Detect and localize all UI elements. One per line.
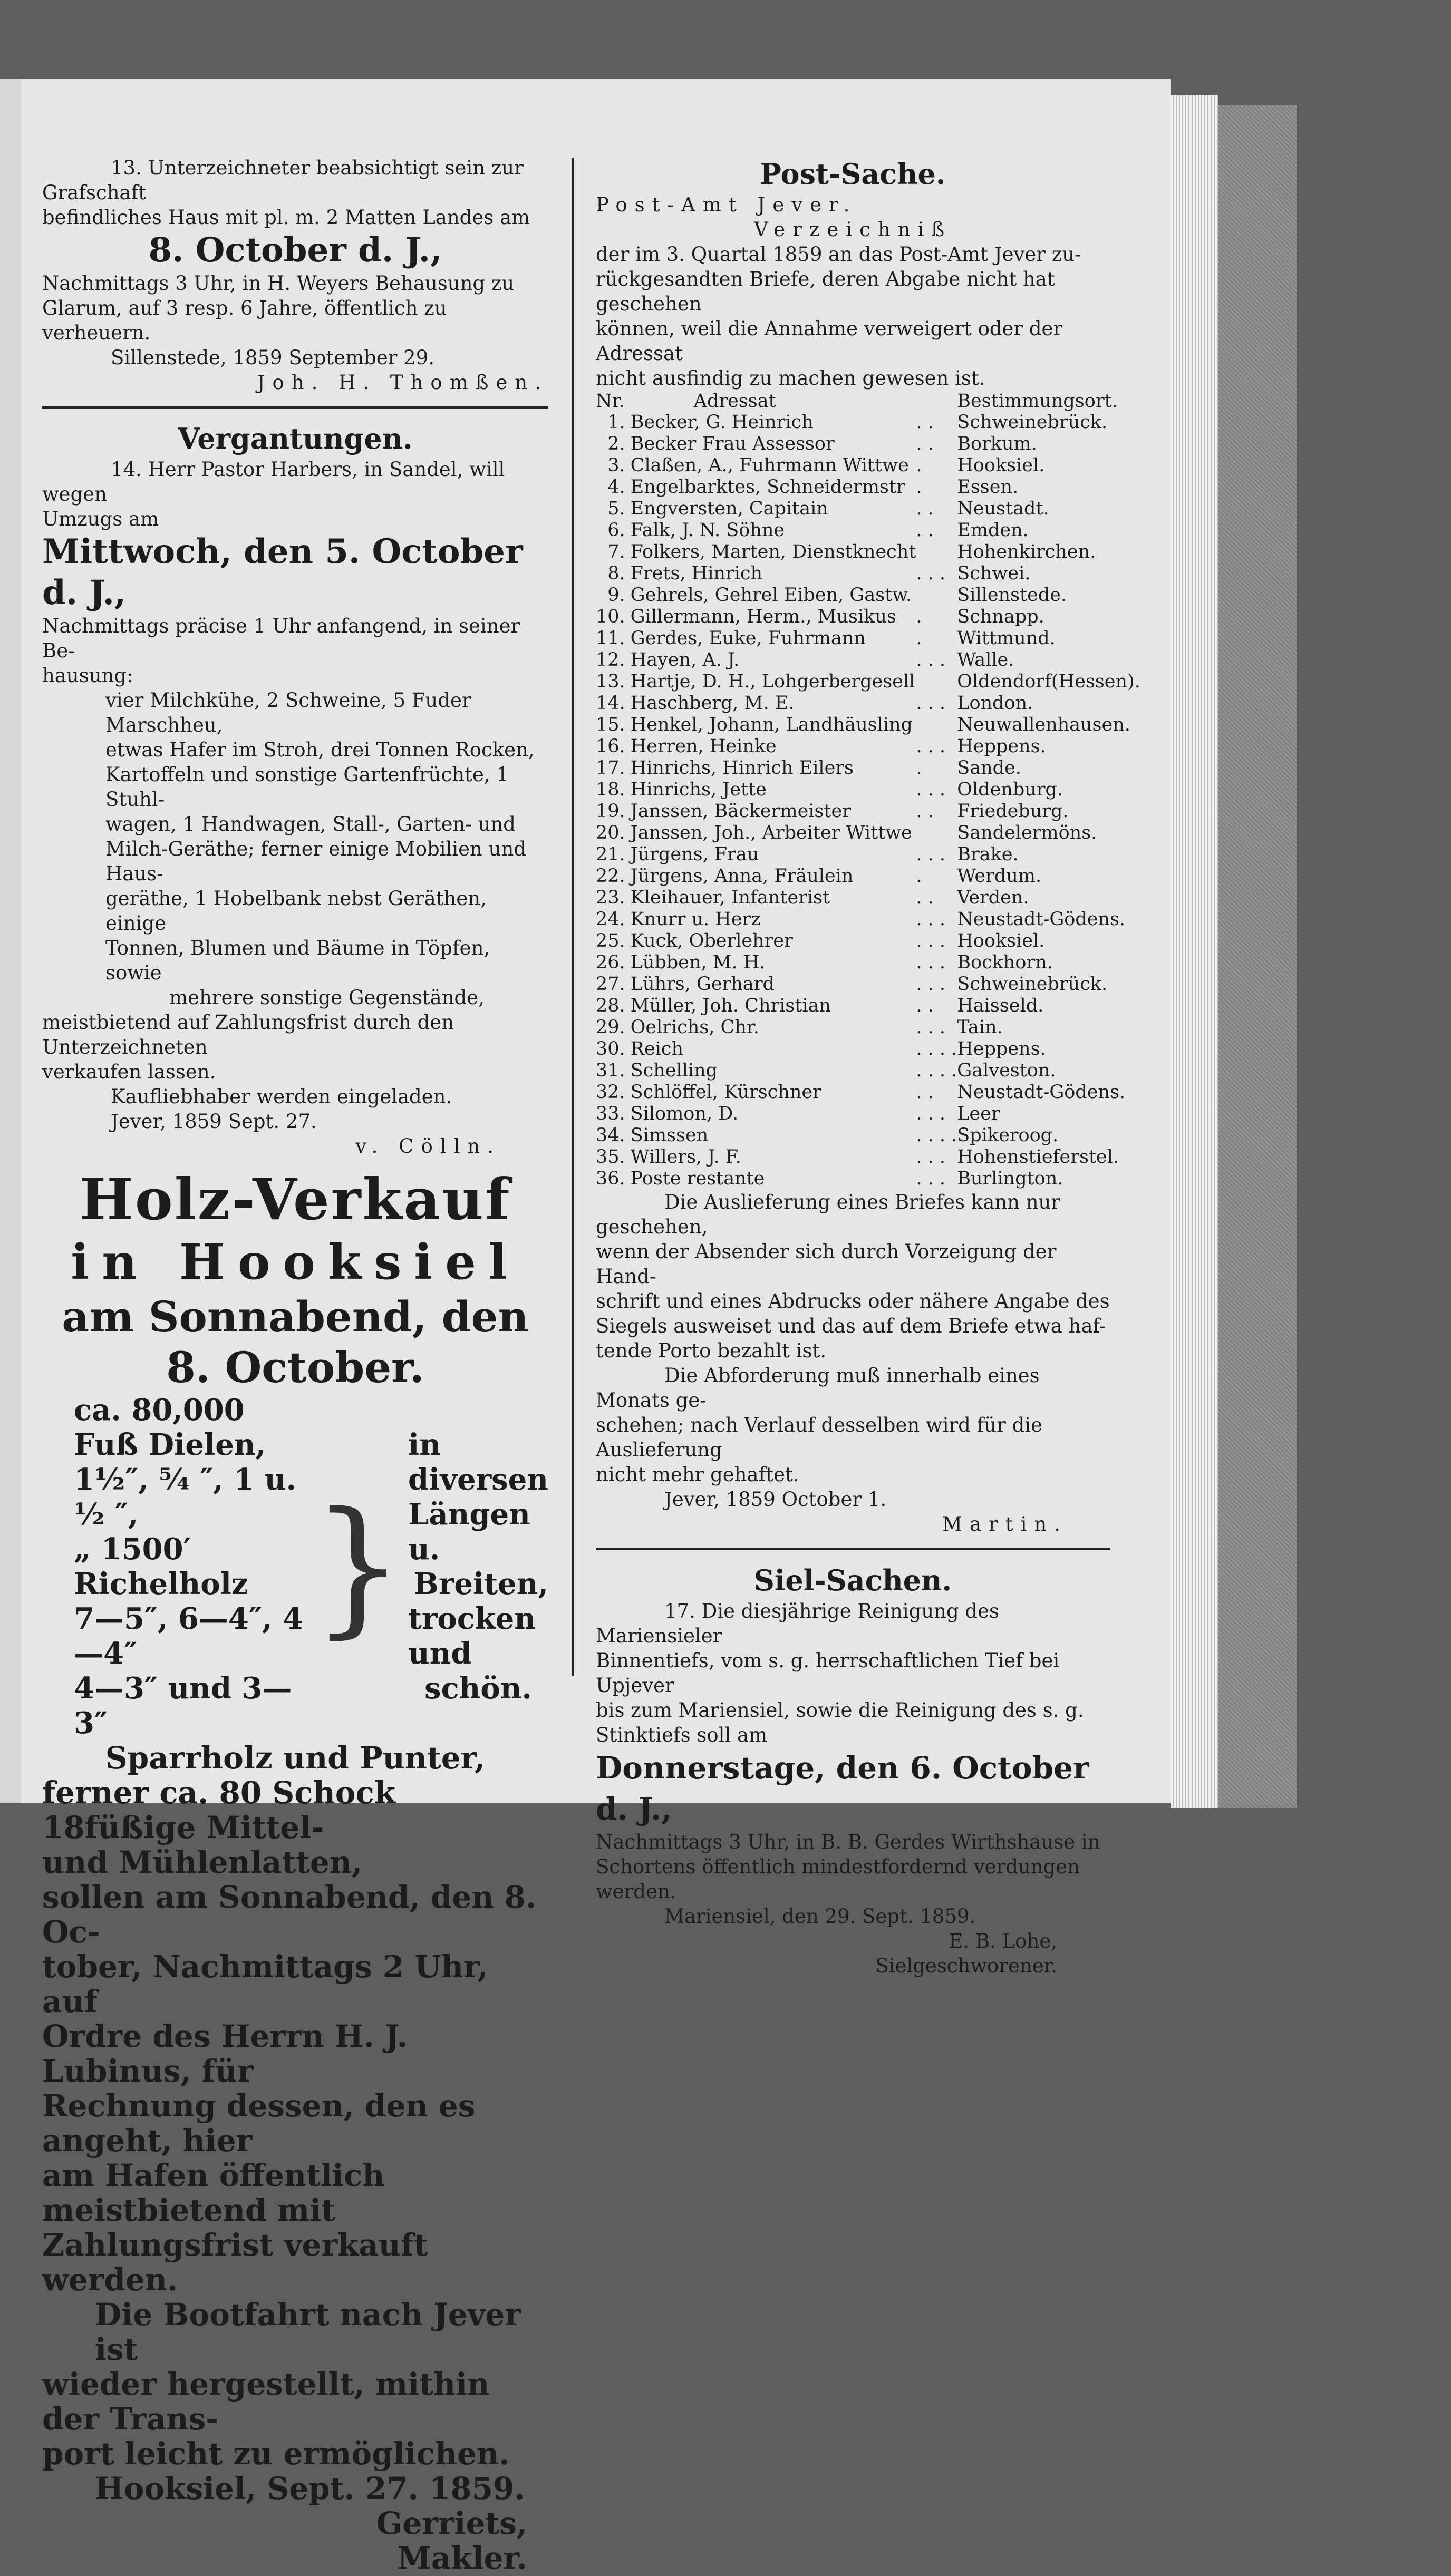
text-line: Siegels ausweiset und das auf dem Briefe etwa haf- — [596, 1315, 1106, 1337]
text-line: meistbietend auf Zahlungsfrist durch den Unterzeichneten — [42, 1011, 454, 1058]
signature: Joh. H. Thomßen. — [257, 371, 548, 394]
table-row — [596, 887, 1140, 909]
text-line: hausung: — [42, 664, 133, 687]
row-dots: . . — [916, 433, 934, 454]
row-number: 19. — [596, 801, 625, 822]
row-number: 12. — [596, 649, 625, 670]
table-row — [596, 974, 1140, 995]
row-dots: . . — [916, 1082, 934, 1103]
table-row — [596, 477, 1140, 498]
section-rule — [42, 406, 548, 409]
notice-date: 8. October d. J., — [148, 230, 442, 270]
row-destination: Spikeroog. — [957, 1125, 1059, 1146]
item-line: mehrere sonstige Gegenstände, — [169, 986, 485, 1009]
ad-line: Sparrholz und Punter, — [105, 1740, 486, 1776]
row-dots: . . . — [916, 1168, 946, 1189]
lumber-line: Breiten, — [413, 1567, 548, 1601]
signature: Makler. — [397, 2540, 527, 2576]
text-line: Nachmittags präcise 1 Uhr anfangend, in seiner Be- — [42, 615, 520, 662]
table-row — [596, 779, 1140, 801]
text-line: schrift und eines Abdrucks oder nähere Angabe des — [596, 1290, 1110, 1313]
book-cover — [1218, 105, 1297, 1808]
row-number: 13. — [596, 671, 625, 692]
table-row — [596, 498, 1140, 520]
row-addressee: Hayen, A. J. — [630, 649, 740, 670]
row-addressee: Janssen, Bäckermeister — [630, 801, 851, 822]
row-dots: . . — [916, 498, 934, 519]
row-number: 35. — [596, 1146, 625, 1168]
table-row — [596, 1060, 1140, 1082]
row-addressee: Becker Frau Assessor — [630, 433, 835, 454]
row-dots: . — [916, 455, 922, 476]
table-row — [596, 1038, 1140, 1060]
row-dots: . . . . — [916, 1125, 957, 1146]
signature: Gerriets, — [376, 2505, 527, 2541]
text-line: nicht mehr gehaftet. — [596, 1463, 799, 1486]
row-dots: . — [916, 866, 922, 887]
section-heading: Vergantungen. — [178, 422, 413, 455]
row-number: 25. — [596, 930, 625, 951]
text-line: bis zum Mariensiel, sowie die Reinigung des s. g. — [596, 1699, 1084, 1722]
row-addressee: Engversten, Capitain — [630, 498, 828, 519]
item-line: vier Milchkühe, 2 Schweine, 5 Fuder Marschheu, — [105, 689, 471, 736]
row-destination: Neustadt-Gödens. — [957, 909, 1126, 930]
row-dots: . . . — [916, 1017, 946, 1038]
text-line: befindliches Haus mit pl. m. 2 Matten Landes am — [42, 206, 530, 229]
row-destination: Sande. — [957, 757, 1021, 779]
row-addressee: Müller, Joh. Christian — [630, 995, 831, 1016]
row-addressee: Jürgens, Anna, Fräulein — [630, 866, 854, 887]
left-page-edge — [0, 79, 22, 1803]
row-destination: Werdum. — [957, 866, 1042, 887]
text-line: Nachmittags 3 Uhr, in B. B. Gerdes Wirthshause in — [596, 1831, 1100, 1853]
row-addressee: Knurr u. Herz — [630, 909, 761, 930]
row-dots: . . . — [916, 909, 946, 930]
text-line: nicht ausfindig zu machen gewesen ist. — [596, 367, 985, 390]
notice-13 — [42, 155, 548, 395]
table-row — [596, 757, 1140, 779]
row-addressee: Janssen, Joh., Arbeiter Wittwe — [630, 822, 912, 843]
ad-line: sollen am Sonnabend, den 8. Oc- — [42, 1879, 537, 1950]
row-addressee: Frets, Hinrich — [630, 563, 763, 584]
table-row — [596, 628, 1140, 649]
ad-line: Rechnung dessen, den es angeht, hier — [42, 2088, 476, 2159]
text-line: 13. Unterzeichneter beabsichtigt sein zur Grafschaft — [42, 157, 524, 204]
row-addressee: Falk, J. N. Söhne — [630, 520, 785, 541]
lumber-line: 4—3″ und 3—3″ — [74, 1671, 292, 1741]
text-line: der im 3. Quartal 1859 an das Post-Amt Jever zu- — [596, 243, 1081, 266]
row-dots: . — [916, 757, 922, 779]
row-destination: Neustadt. — [957, 498, 1049, 519]
ad-line: am Hafen öffentlich meistbietend mit — [42, 2157, 385, 2228]
row-destination: Leer — [957, 1103, 1000, 1124]
row-destination: Friedeburg. — [957, 801, 1069, 822]
signature: v. Cölln. — [355, 1135, 501, 1158]
row-destination: Bockhorn. — [957, 952, 1053, 973]
item-line: wagen, 1 Handwagen, Stall-, Garten- und — [105, 813, 516, 835]
row-number: 30. — [596, 1038, 625, 1059]
table-row — [596, 606, 1140, 628]
table-row — [596, 952, 1140, 974]
row-destination: Walle. — [957, 649, 1014, 670]
row-number: 24. — [596, 909, 625, 930]
row-number: 23. — [596, 887, 625, 908]
row-dots: . . . — [916, 974, 946, 995]
row-dots: . — [916, 477, 922, 498]
row-dots — [916, 822, 957, 844]
row-addressee: Gehrels, Gehrel Eiben, Gastw. — [630, 585, 912, 606]
row-addressee: Willers, J. F. — [630, 1146, 741, 1168]
table-row — [596, 1017, 1140, 1038]
table-row — [596, 801, 1140, 822]
row-destination: Wittmund. — [957, 628, 1056, 649]
row-addressee: Henkel, Johann, Landhäusling — [630, 714, 913, 735]
ad-line: ferner ca. 80 Schock 18füßige Mittel- — [42, 1775, 395, 1845]
ad-line: wieder hergestellt, mithin der Trans- — [42, 2366, 490, 2437]
table-row — [596, 671, 1140, 693]
row-addressee: Hinrichs, Jette — [630, 779, 767, 800]
row-number: 9. — [607, 585, 625, 606]
left-column — [42, 79, 548, 2575]
row-addressee: Hinrichs, Hinrich Eilers — [630, 757, 854, 779]
item-line: Tonnen, Blumen und Bäume in Töpfen, sowie — [105, 937, 490, 984]
text-line: Nachmittags 3 Uhr, in H. Weyers Behausung zu — [42, 272, 515, 295]
item-line: etwas Hafer im Stroh, drei Tonnen Rocken, — [105, 738, 535, 761]
col-destination-header: Bestimmungsort. — [957, 391, 1118, 412]
signature-title: Sielgeschworener. — [875, 1955, 1057, 1977]
row-addressee: Hartje, D. H., Lohgerbergesell — [630, 671, 915, 692]
list-title: Verzeichniß — [753, 218, 952, 241]
row-number: 21. — [596, 844, 625, 865]
right-column — [596, 79, 1140, 1978]
row-addressee: Herren, Heinke — [630, 736, 777, 757]
place-date: Jever, 1859 Sept. 27. — [111, 1110, 317, 1133]
row-addressee: Engelbarktes, Schneidermstr — [630, 477, 905, 498]
table-row — [596, 930, 1140, 952]
lumber-line: trocken und — [408, 1601, 536, 1671]
row-number: 28. — [596, 995, 625, 1016]
row-dots: . . . . — [916, 1060, 957, 1081]
ad-title: in Hooksiel — [71, 1233, 520, 1290]
section-heading: Post-Sache. — [760, 157, 946, 191]
row-addressee: Gillermann, Herm., Musikus — [630, 606, 896, 627]
row-destination: Emden. — [957, 520, 1029, 541]
row-number: 1. — [607, 412, 625, 433]
table-row — [596, 822, 1140, 844]
row-destination: Heppens. — [957, 736, 1046, 757]
text-line: rückgesandten Briefe, deren Abgabe nicht hat geschehen — [596, 268, 1055, 315]
table-row — [596, 693, 1140, 714]
row-dots — [916, 541, 957, 563]
ad-line: Hooksiel, Sept. 27. 1859. — [95, 2471, 525, 2506]
signature: E. B. Lohe, — [949, 1930, 1057, 1952]
row-dots: . . . — [916, 1146, 946, 1168]
row-number: 3. — [607, 455, 625, 476]
row-destination: Schweinebrück. — [957, 412, 1108, 433]
table-row — [596, 844, 1140, 866]
place-date: Mariensiel, den 29. Sept. 1859. — [664, 1905, 976, 1928]
row-destination: Sandelermöns. — [957, 822, 1097, 843]
row-number: 11. — [596, 628, 625, 649]
item-line: Kartoffeln und sonstige Gartenfrüchte, 1 Stuhl- — [105, 763, 509, 811]
lumber-line: in diversen — [408, 1427, 548, 1497]
ad-title: am Sonnabend, den — [62, 1292, 529, 1342]
section-rule — [596, 1548, 1110, 1550]
row-destination: Tain. — [957, 1017, 1003, 1038]
row-addressee: Lührs, Gerhard — [630, 974, 775, 995]
text-line: wenn der Absender sich durch Vorzeigung der Hand- — [596, 1240, 1057, 1288]
table-row — [596, 455, 1140, 477]
section-heading: Siel-Sachen. — [753, 1563, 952, 1597]
signature: Martin. — [942, 1513, 1068, 1535]
row-number: 5. — [607, 498, 625, 519]
ad-line: Zahlungsfrist verkauft werden. — [42, 2227, 428, 2298]
table-header — [596, 391, 1140, 412]
text-line: schehen; nach Verlauf desselben wird für die Auslieferung — [596, 1414, 1042, 1461]
row-destination: Oldendorf(Hessen). — [957, 671, 1140, 692]
row-destination: Burlington. — [957, 1168, 1063, 1189]
row-dots: . . — [916, 995, 934, 1016]
row-number: 32. — [596, 1082, 625, 1103]
col-nr-header: Nr. — [596, 391, 625, 412]
row-destination: Heppens. — [957, 1038, 1046, 1059]
row-number: 36. — [596, 1168, 625, 1189]
ad-line: tober, Nachmittags 2 Uhr, auf — [42, 1949, 488, 2019]
text-line: Umzugs am — [42, 508, 159, 530]
row-destination: Borkum. — [957, 433, 1037, 454]
row-dots — [916, 671, 957, 693]
row-addressee: Kuck, Oberlehrer — [630, 930, 793, 951]
row-destination: Hooksiel. — [957, 455, 1045, 476]
row-dots: . . — [916, 520, 934, 541]
row-number: 4. — [607, 477, 625, 498]
ad-title: 8. October. — [166, 1343, 424, 1392]
row-number: 27. — [596, 974, 625, 995]
post-section — [596, 155, 1140, 1537]
ad-line: Ordre des Herrn H. J. Lubinus, für — [42, 2018, 408, 2089]
row-number: 18. — [596, 779, 625, 800]
table-row — [596, 563, 1140, 585]
item-line: geräthe, 1 Hobelbank nebst Geräthen, einige — [105, 887, 487, 935]
row-dots: . . — [916, 412, 934, 433]
row-dots: . . . — [916, 930, 946, 951]
row-destination: Schnapp. — [957, 606, 1044, 627]
row-dots: . . — [916, 801, 934, 822]
row-destination: Schweinebrück. — [957, 974, 1108, 995]
ad-line: port leicht zu ermöglichen. — [42, 2436, 510, 2472]
table-row — [596, 1103, 1140, 1125]
row-number: 16. — [596, 736, 625, 757]
text-line: 14. Herr Pastor Harbers, in Sandel, will wegen — [42, 458, 505, 506]
col-addressee-header: Adressat — [693, 391, 776, 412]
row-addressee: Becker, G. Heinrich — [630, 412, 814, 433]
row-dots: . . . — [916, 952, 946, 973]
text-line: verkaufen lassen. — [42, 1061, 216, 1083]
row-destination: Oldenburg. — [957, 779, 1063, 800]
row-number: 20. — [596, 822, 625, 843]
row-dots: . . . — [916, 563, 946, 584]
text-line: tende Porto bezahlt ist. — [596, 1339, 827, 1362]
text-line: Die Abforderung muß innerhalb eines Monats ge- — [596, 1364, 1040, 1412]
holz-verkauf-ad — [42, 1167, 548, 2575]
ad-title: Holz-Verkauf — [79, 1167, 511, 1233]
item-line: Milch-Geräthe; ferner einige Mobilien und Haus- — [105, 838, 526, 885]
text-line: können, weil die Annahme verweigert oder der Adressat — [596, 317, 1063, 365]
row-destination: Sillenstede. — [957, 585, 1067, 606]
row-number: 15. — [596, 714, 625, 735]
table-row — [596, 541, 1140, 563]
page-edges — [1171, 95, 1218, 1808]
lumber-line: 7—5″, 6—4″, 4—4″ — [74, 1601, 303, 1671]
row-dots: . . . — [916, 779, 946, 800]
text-line: Glarum, auf 3 resp. 6 Jahre, öffentlich zu verheuern. — [42, 297, 447, 344]
place-date: Jever, 1859 October 1. — [664, 1488, 887, 1511]
row-number: 29. — [596, 1017, 625, 1038]
row-number: 34. — [596, 1125, 625, 1146]
table-row — [596, 1168, 1140, 1190]
row-number: 2. — [607, 433, 625, 454]
notice-date: Mittwoch, den 5. October d. J., — [42, 532, 523, 613]
row-number: 17. — [596, 757, 625, 779]
table-row — [596, 866, 1140, 887]
row-destination: Neuwallenhausen. — [957, 714, 1130, 735]
row-addressee: Gerdes, Euke, Fuhrmann — [630, 628, 866, 649]
row-destination: Hooksiel. — [957, 930, 1045, 951]
siel-section — [596, 1562, 1110, 1978]
row-dots: . . . . — [916, 1038, 957, 1059]
row-dots: . . . — [916, 736, 946, 757]
row-dots: . . . — [916, 844, 946, 865]
ad-line: und Mühlenlatten, — [42, 1844, 363, 1880]
row-addressee: Lübben, M. H. — [630, 952, 766, 973]
column-divider — [572, 158, 574, 1676]
row-destination: Haisseld. — [957, 995, 1044, 1016]
letters-table — [596, 391, 1140, 1190]
lumber-line: schön. — [424, 1671, 532, 1706]
ad-line: Die Bootfahrt nach Jever ist — [95, 2297, 521, 2367]
row-addressee: Haschberg, M. E. — [630, 693, 795, 714]
text-line: Die Auslieferung eines Briefes kann nur geschehen, — [596, 1191, 1061, 1238]
text-line: 17. Die diesjährige Reinigung des Mariensieler — [596, 1600, 999, 1647]
row-addressee: Claßen, A., Fuhrmann Wittwe — [630, 455, 909, 476]
table-row — [596, 585, 1140, 606]
table-row — [596, 1125, 1140, 1146]
row-addressee: Schelling — [630, 1060, 718, 1081]
table-row — [596, 714, 1140, 736]
row-destination: Brake. — [957, 844, 1019, 865]
row-destination: Galveston. — [957, 1060, 1056, 1081]
lumber-line: „ 1500′ Richelholz — [74, 1532, 248, 1601]
row-number: 6. — [607, 520, 625, 541]
row-number: 33. — [596, 1103, 625, 1124]
table-row — [596, 1082, 1140, 1103]
table-row — [596, 520, 1140, 541]
post-office: Post-Amt Jever. — [596, 193, 857, 216]
row-destination: Neustadt-Gödens. — [957, 1082, 1126, 1103]
table-row — [596, 995, 1140, 1017]
text-line: Binnentiefs, vom s. g. herrschaftlichen Tief bei Upjever — [596, 1649, 1060, 1697]
row-number: 26. — [596, 952, 625, 973]
row-dots: . . . — [916, 1103, 946, 1124]
table-row — [596, 909, 1140, 930]
row-number: 8. — [607, 563, 625, 584]
row-addressee: Folkers, Marten, Dienstknecht — [630, 541, 916, 562]
row-destination: Schwei. — [957, 563, 1031, 584]
row-destination: Essen. — [957, 477, 1019, 498]
place-date: Sillenstede, 1859 September 29. — [111, 346, 435, 369]
notice-date: Donnerstage, den 6. October d. J., — [596, 1750, 1089, 1827]
row-dots — [916, 585, 957, 606]
row-destination: Hohenkirchen. — [957, 541, 1096, 562]
row-destination: London. — [957, 693, 1033, 714]
vergantungen-section — [42, 420, 548, 1159]
row-dots: . . . — [916, 693, 946, 714]
row-addressee: Jürgens, Frau — [630, 844, 759, 865]
brace-symbol: } — [311, 1481, 405, 1652]
row-destination: Verden. — [957, 887, 1029, 908]
text-line: Schortens öffentlich mindestfordernd verdungen werden. — [596, 1855, 1080, 1903]
row-addressee: Silomon, D. — [630, 1103, 739, 1124]
row-dots: . — [916, 606, 922, 627]
row-addressee: Simssen — [630, 1125, 709, 1146]
table-row — [596, 1146, 1140, 1168]
row-dots: . . . — [916, 649, 946, 670]
row-addressee: Poste restante — [630, 1168, 765, 1189]
text-line: Kaufliebhaber werden eingeladen. — [111, 1085, 452, 1108]
row-number: 10. — [596, 606, 625, 627]
row-addressee: Kleihauer, Infanterist — [630, 887, 830, 908]
row-addressee: Reich — [630, 1038, 684, 1059]
row-dots: . . — [916, 887, 934, 908]
text-line: Stinktiefs soll am — [596, 1724, 768, 1746]
lumber-line: Längen u. — [408, 1497, 530, 1567]
lumber-line: 1½″, ⁵⁄₄ ″, 1 u. ½ ″, — [74, 1462, 296, 1532]
row-number: 14. — [596, 693, 625, 714]
table-row — [596, 649, 1140, 671]
row-number: 7. — [607, 541, 625, 562]
row-addressee: Oelrichs, Chr. — [630, 1017, 759, 1038]
row-addressee: Schlöffel, Kürschner — [630, 1082, 821, 1103]
row-dots — [916, 714, 957, 736]
row-destination: Hohenstieferstel. — [957, 1146, 1119, 1168]
lumber-line: ca. 80,000 Fuß Dielen, — [74, 1393, 266, 1462]
row-number: 31. — [596, 1060, 625, 1081]
row-dots: . — [916, 628, 922, 649]
row-number: 22. — [596, 866, 625, 887]
table-row — [596, 433, 1140, 455]
table-row — [596, 412, 1140, 433]
lumber-list — [74, 1393, 548, 1741]
table-row — [596, 736, 1140, 757]
